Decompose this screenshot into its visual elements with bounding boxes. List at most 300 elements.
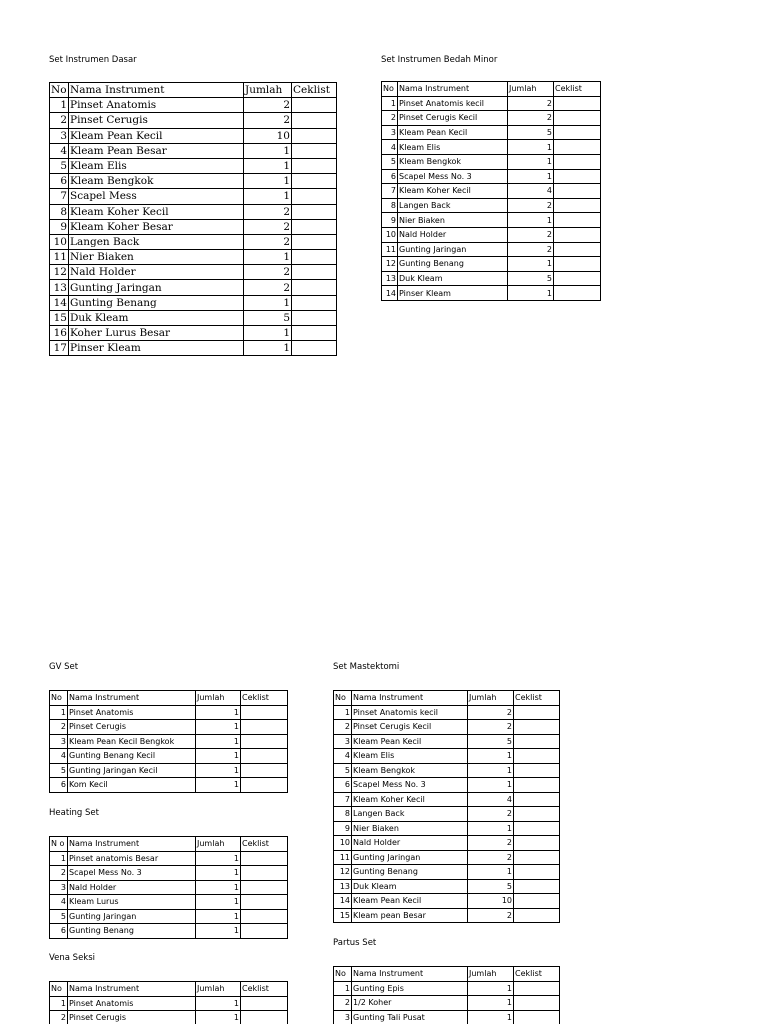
table-header-row <box>382 82 601 97</box>
header-check: Ceklist <box>514 691 560 706</box>
instrument-quantity: 1 <box>196 866 241 881</box>
checklist-cell <box>514 705 560 720</box>
instrument-name: Kleam Bengkok <box>69 174 244 189</box>
instrument-name: Gunting Jaringan <box>69 280 244 295</box>
section-title: Heating Set <box>49 808 99 818</box>
row-number: 1 <box>50 98 69 113</box>
checklist-cell <box>292 341 337 356</box>
instrument-name: Pinset Anatomis <box>68 705 196 720</box>
row-number: 8 <box>334 807 352 822</box>
instrument-name: Scapel Mess <box>69 189 244 204</box>
table-row <box>382 198 601 213</box>
table-row <box>334 908 560 923</box>
instrument-quantity: 1 <box>508 286 554 301</box>
instrument-name: Pinser Kleam <box>398 286 508 301</box>
checklist-cell <box>241 851 288 866</box>
instrument-quantity: 2 <box>468 720 514 735</box>
row-number: 9 <box>50 219 69 234</box>
checklist-cell <box>241 778 288 793</box>
instrument-quantity: 5 <box>468 734 514 749</box>
instrument-name: Kleam Pean Kecil <box>69 128 244 143</box>
table-row <box>334 1010 560 1024</box>
table-row <box>382 242 601 257</box>
header-no: No <box>51 84 67 97</box>
header-no: No <box>50 691 68 706</box>
section-title: GV Set <box>49 662 79 672</box>
header-no: No <box>334 967 352 982</box>
instrument-quantity: 1 <box>508 140 554 155</box>
checklist-cell <box>514 763 560 778</box>
checklist-cell <box>554 140 601 155</box>
row-number: 11 <box>334 850 352 865</box>
checklist-cell <box>292 158 337 173</box>
row-number: 3 <box>334 1010 352 1024</box>
instrument-name: Kleam Koher Kecil <box>398 184 508 199</box>
instrument-quantity: 1 <box>508 169 554 184</box>
table-row <box>50 310 337 325</box>
row-number: 6 <box>334 778 352 793</box>
row-number: 17 <box>50 341 69 356</box>
table-row <box>382 257 601 272</box>
row-number: 11 <box>382 242 398 257</box>
checklist-cell <box>292 295 337 310</box>
instrument-quantity: 1 <box>468 778 514 793</box>
instrument-quantity: 1 <box>196 851 241 866</box>
checklist-cell <box>292 234 337 249</box>
section-title: Partus Set <box>333 938 377 948</box>
checklist-cell <box>292 98 337 113</box>
checklist-cell <box>241 705 288 720</box>
checklist-cell <box>514 996 560 1011</box>
row-number: 14 <box>50 295 69 310</box>
row-number: 12 <box>334 865 352 880</box>
table-row <box>50 128 337 143</box>
table-row <box>382 271 601 286</box>
table-row <box>50 98 337 113</box>
instrument-name: Kleam Lurus <box>68 895 196 910</box>
row-number: 10 <box>50 234 69 249</box>
instrument-name: Gunting Jaringan Kecil <box>68 763 196 778</box>
instrument-name: Gunting Benang <box>398 257 508 272</box>
row-number: 2 <box>334 720 352 735</box>
instrument-name: Gunting Benang Kecil <box>68 749 196 764</box>
row-number: 6 <box>50 924 68 939</box>
instrument-name: Pinset Anatomis <box>68 996 196 1011</box>
checklist-cell <box>514 908 560 923</box>
row-number: 2 <box>50 866 68 881</box>
row-number: 6 <box>50 174 69 189</box>
instrument-table <box>49 836 288 939</box>
checklist-cell <box>554 257 601 272</box>
row-number: 15 <box>50 310 69 325</box>
row-number: 2 <box>334 996 352 1011</box>
row-number: 13 <box>334 879 352 894</box>
table-header-row <box>50 83 337 98</box>
row-number: 1 <box>334 705 352 720</box>
instrument-quantity: 1 <box>196 996 241 1011</box>
instrument-quantity: 1 <box>196 909 241 924</box>
section-bedah-minor <box>381 54 601 301</box>
section-vena-seksi <box>49 952 288 1024</box>
table-header-row <box>334 967 560 982</box>
instrument-name: Pinset Cerugis <box>68 1011 196 1024</box>
instrument-quantity: 1 <box>244 189 292 204</box>
instrument-name: Kleam Pean Besar <box>69 143 244 158</box>
table-row <box>382 96 601 111</box>
header-qty: Jumlah <box>196 982 241 997</box>
table-row <box>50 1011 288 1024</box>
instrument-name: Gunting Benang <box>68 924 196 939</box>
table-row <box>334 821 560 836</box>
instrument-quantity: 1 <box>244 158 292 173</box>
instrument-name: Kleam Pean Kecil <box>352 734 468 749</box>
instrument-quantity: 2 <box>244 113 292 128</box>
table-row <box>50 250 337 265</box>
checklist-cell <box>292 204 337 219</box>
section-partus-set <box>333 937 560 1024</box>
instrument-quantity: 2 <box>508 227 554 242</box>
instrument-quantity: 1 <box>508 154 554 169</box>
table-row <box>50 341 337 356</box>
instrument-quantity: 2 <box>508 242 554 257</box>
instrument-quantity: 1 <box>468 865 514 880</box>
instrument-name: Pinset Cerugis Kecil <box>398 111 508 126</box>
instrument-table <box>333 690 560 923</box>
row-number: 3 <box>50 734 68 749</box>
row-number: 15 <box>334 908 352 923</box>
instrument-quantity: 2 <box>468 836 514 851</box>
instrument-table <box>49 82 337 356</box>
row-number: 4 <box>50 143 69 158</box>
instrument-quantity: 1 <box>196 705 241 720</box>
instrument-quantity: 5 <box>508 125 554 140</box>
row-number: 5 <box>50 763 68 778</box>
checklist-cell <box>241 734 288 749</box>
table-header-row <box>50 982 288 997</box>
instrument-name: Kleam Elis <box>398 140 508 155</box>
instrument-quantity: 2 <box>508 198 554 213</box>
table-row <box>382 140 601 155</box>
section-gv-set <box>49 661 288 793</box>
header-check: Ceklist <box>241 837 288 852</box>
header-check: Ceklist <box>241 982 288 997</box>
checklist-cell <box>514 778 560 793</box>
checklist-cell <box>554 184 601 199</box>
checklist-cell <box>292 219 337 234</box>
table-row <box>382 213 601 228</box>
table-row <box>382 227 601 242</box>
header-name: Nama Instrument <box>352 967 468 982</box>
checklist-cell <box>554 125 601 140</box>
instrument-name: Duk Kleam <box>398 271 508 286</box>
instrument-quantity: 2 <box>244 204 292 219</box>
instrument-name: Langen Back <box>352 807 468 822</box>
instrument-quantity: 5 <box>244 310 292 325</box>
table-row <box>334 778 560 793</box>
instrument-quantity: 5 <box>468 879 514 894</box>
table-row <box>382 125 601 140</box>
instrument-name: Kleam Bengkok <box>352 763 468 778</box>
table-row <box>334 705 560 720</box>
table-row <box>50 174 337 189</box>
row-number: 9 <box>334 821 352 836</box>
instrument-quantity: 1 <box>196 734 241 749</box>
row-number: 2 <box>50 720 68 735</box>
instrument-quantity: 1 <box>244 174 292 189</box>
table-row <box>50 143 337 158</box>
header-check: Ceklist <box>241 691 288 706</box>
instrument-quantity: 5 <box>508 271 554 286</box>
row-number: 7 <box>50 189 69 204</box>
table-row <box>50 113 337 128</box>
row-number: 1 <box>334 981 352 996</box>
instrument-name: Pinset Cerugis <box>69 113 244 128</box>
table-row <box>382 111 601 126</box>
instrument-quantity: 4 <box>508 184 554 199</box>
section-title: Set Instrumen Bedah Minor <box>381 55 498 65</box>
row-number: 10 <box>334 836 352 851</box>
instrument-table <box>333 966 560 1024</box>
instrument-quantity: 1 <box>508 257 554 272</box>
header-check: Ceklist <box>514 967 560 982</box>
table-row <box>50 158 337 173</box>
row-number: 9 <box>382 213 398 228</box>
checklist-cell <box>292 310 337 325</box>
row-number: 2 <box>50 1011 68 1024</box>
checklist-cell <box>554 169 601 184</box>
instrument-name: Kom Kecil <box>68 778 196 793</box>
instrument-quantity: 1 <box>468 996 514 1011</box>
row-number: 12 <box>50 265 69 280</box>
header-name: Nama Instrument <box>69 83 244 98</box>
table-row <box>334 850 560 865</box>
instrument-quantity: 1 <box>196 1011 241 1024</box>
instrument-name: Gunting Tali Pusat <box>352 1010 468 1024</box>
row-number: 4 <box>334 749 352 764</box>
table-row <box>50 866 288 881</box>
table-row <box>334 894 560 909</box>
row-number: 6 <box>382 169 398 184</box>
checklist-cell <box>554 213 601 228</box>
row-number: 3 <box>50 128 69 143</box>
instrument-quantity: 2 <box>508 111 554 126</box>
row-number: 8 <box>50 204 69 219</box>
row-number: 4 <box>50 895 68 910</box>
checklist-cell <box>241 909 288 924</box>
instrument-quantity: 2 <box>508 96 554 111</box>
instrument-name: Kleam Koher Besar <box>69 219 244 234</box>
section-title: Vena Seksi <box>49 953 96 963</box>
table-header-row <box>50 837 288 852</box>
checklist-cell <box>241 996 288 1011</box>
table-row <box>334 734 560 749</box>
header-name: Nama Instrument <box>68 837 196 852</box>
instrument-name: Kleam Bengkok <box>398 154 508 169</box>
row-number: 11 <box>50 250 69 265</box>
table-row <box>50 749 288 764</box>
header-name: Nama Instrument <box>68 691 196 706</box>
table-row <box>50 280 337 295</box>
section-instrumen-dasar <box>49 54 337 356</box>
instrument-quantity: 1 <box>196 778 241 793</box>
checklist-cell <box>241 880 288 895</box>
checklist-cell <box>514 836 560 851</box>
table-row <box>50 734 288 749</box>
checklist-cell <box>554 111 601 126</box>
table-row <box>334 836 560 851</box>
instrument-quantity: 10 <box>468 894 514 909</box>
header-qty: Jumlah <box>196 691 241 706</box>
table-row <box>382 184 601 199</box>
checklist-cell <box>514 749 560 764</box>
row-number: 7 <box>334 792 352 807</box>
row-number: 12 <box>382 257 398 272</box>
table-row <box>334 792 560 807</box>
row-number: 2 <box>50 113 69 128</box>
instrument-name: Langen Back <box>398 198 508 213</box>
instrument-name: Nald Holder <box>68 880 196 895</box>
table-row <box>50 996 288 1011</box>
header-qty: Jumlah <box>244 83 292 98</box>
table-row <box>50 265 337 280</box>
instrument-name: 1/2 Koher <box>352 996 468 1011</box>
instrument-name: Langen Back <box>69 234 244 249</box>
row-number: 6 <box>50 778 68 793</box>
row-number: 3 <box>382 125 398 140</box>
checklist-cell <box>292 280 337 295</box>
checklist-cell <box>292 128 337 143</box>
header-check: Ceklist <box>554 82 601 97</box>
checklist-cell <box>241 895 288 910</box>
instrument-name: Scapel Mess No. 3 <box>68 866 196 881</box>
instrument-quantity: 1 <box>244 295 292 310</box>
table-header-row <box>334 691 560 706</box>
checklist-cell <box>554 154 601 169</box>
instrument-name: Kleam pean Besar <box>352 908 468 923</box>
table-row <box>334 879 560 894</box>
header-no: No <box>382 82 398 97</box>
checklist-cell <box>241 924 288 939</box>
checklist-cell <box>514 894 560 909</box>
checklist-cell <box>241 866 288 881</box>
instrument-quantity: 2 <box>244 265 292 280</box>
row-number: 1 <box>50 996 68 1011</box>
table-row <box>50 909 288 924</box>
table-row <box>334 763 560 778</box>
table-row <box>50 189 337 204</box>
checklist-cell <box>292 143 337 158</box>
instrument-quantity: 10 <box>244 128 292 143</box>
instrument-table <box>49 981 288 1024</box>
checklist-cell <box>514 792 560 807</box>
instrument-name: Pinset Cerugis <box>68 720 196 735</box>
checklist-cell <box>514 879 560 894</box>
instrument-quantity: 2 <box>244 234 292 249</box>
instrument-name: Gunting Jaringan <box>352 850 468 865</box>
checklist-cell <box>554 96 601 111</box>
checklist-cell <box>514 850 560 865</box>
row-number: 13 <box>50 280 69 295</box>
table-row <box>50 326 337 341</box>
instrument-quantity: 1 <box>196 763 241 778</box>
table-row <box>382 154 601 169</box>
instrument-name: Scapel Mess No. 3 <box>352 778 468 793</box>
checklist-cell <box>241 749 288 764</box>
section-title: Set Mastektomi <box>333 662 400 672</box>
row-number: 1 <box>382 96 398 111</box>
table-row <box>50 778 288 793</box>
checklist-cell <box>292 174 337 189</box>
header-name: Nama Instrument <box>398 82 508 97</box>
checklist-cell <box>554 227 601 242</box>
instrument-quantity: 1 <box>244 326 292 341</box>
instrument-name: Nier Biaken <box>352 821 468 836</box>
checklist-cell <box>514 821 560 836</box>
instrument-quantity: 1 <box>196 880 241 895</box>
section-heating-set <box>49 807 288 939</box>
instrument-name: Gunting Jaringan <box>398 242 508 257</box>
instrument-name: Kleam Pean Kecil <box>352 894 468 909</box>
table-row <box>50 295 337 310</box>
instrument-name: Gunting Jaringan <box>68 909 196 924</box>
row-number: 5 <box>382 154 398 169</box>
instrument-quantity: 1 <box>196 720 241 735</box>
checklist-cell <box>514 981 560 996</box>
instrument-quantity: 1 <box>508 213 554 228</box>
instrument-name: Nald Holder <box>398 227 508 242</box>
instrument-quantity: 1 <box>468 821 514 836</box>
row-number: 16 <box>50 326 69 341</box>
header-no: No <box>334 691 352 706</box>
header-name: Nama Instrument <box>68 982 196 997</box>
row-number: 5 <box>50 158 69 173</box>
section-mastektomi <box>333 661 560 923</box>
table-row <box>50 880 288 895</box>
checklist-cell <box>514 865 560 880</box>
instrument-name: Pinset Anatomis <box>69 98 244 113</box>
instrument-name: Scapel Mess No. 3 <box>398 169 508 184</box>
table-row <box>334 749 560 764</box>
instrument-name: Pinset anatomis Besar <box>68 851 196 866</box>
table-row <box>50 219 337 234</box>
instrument-quantity: 1 <box>244 143 292 158</box>
checklist-cell <box>554 198 601 213</box>
row-number: 14 <box>382 286 398 301</box>
instrument-name: Kleam Pean Kecil <box>398 125 508 140</box>
instrument-name: Nier Biaken <box>69 250 244 265</box>
header-name: Nama Instrument <box>352 691 468 706</box>
instrument-table <box>49 690 288 793</box>
table-row <box>50 895 288 910</box>
checklist-cell <box>292 326 337 341</box>
row-number: 4 <box>382 140 398 155</box>
table-row <box>50 204 337 219</box>
instrument-name: Kleam Pean Kecil Bengkok <box>68 734 196 749</box>
row-number: 1 <box>50 851 68 866</box>
table-header-row <box>50 691 288 706</box>
instrument-quantity: 1 <box>196 749 241 764</box>
instrument-quantity: 4 <box>468 792 514 807</box>
instrument-quantity: 1 <box>244 341 292 356</box>
instrument-name: Gunting Benang <box>69 295 244 310</box>
instrument-name: Koher Lurus Besar <box>69 326 244 341</box>
instrument-quantity: 1 <box>468 981 514 996</box>
row-number: 5 <box>50 909 68 924</box>
row-number: 2 <box>382 111 398 126</box>
row-number: 14 <box>334 894 352 909</box>
table-row <box>50 763 288 778</box>
instrument-quantity: 1 <box>468 749 514 764</box>
